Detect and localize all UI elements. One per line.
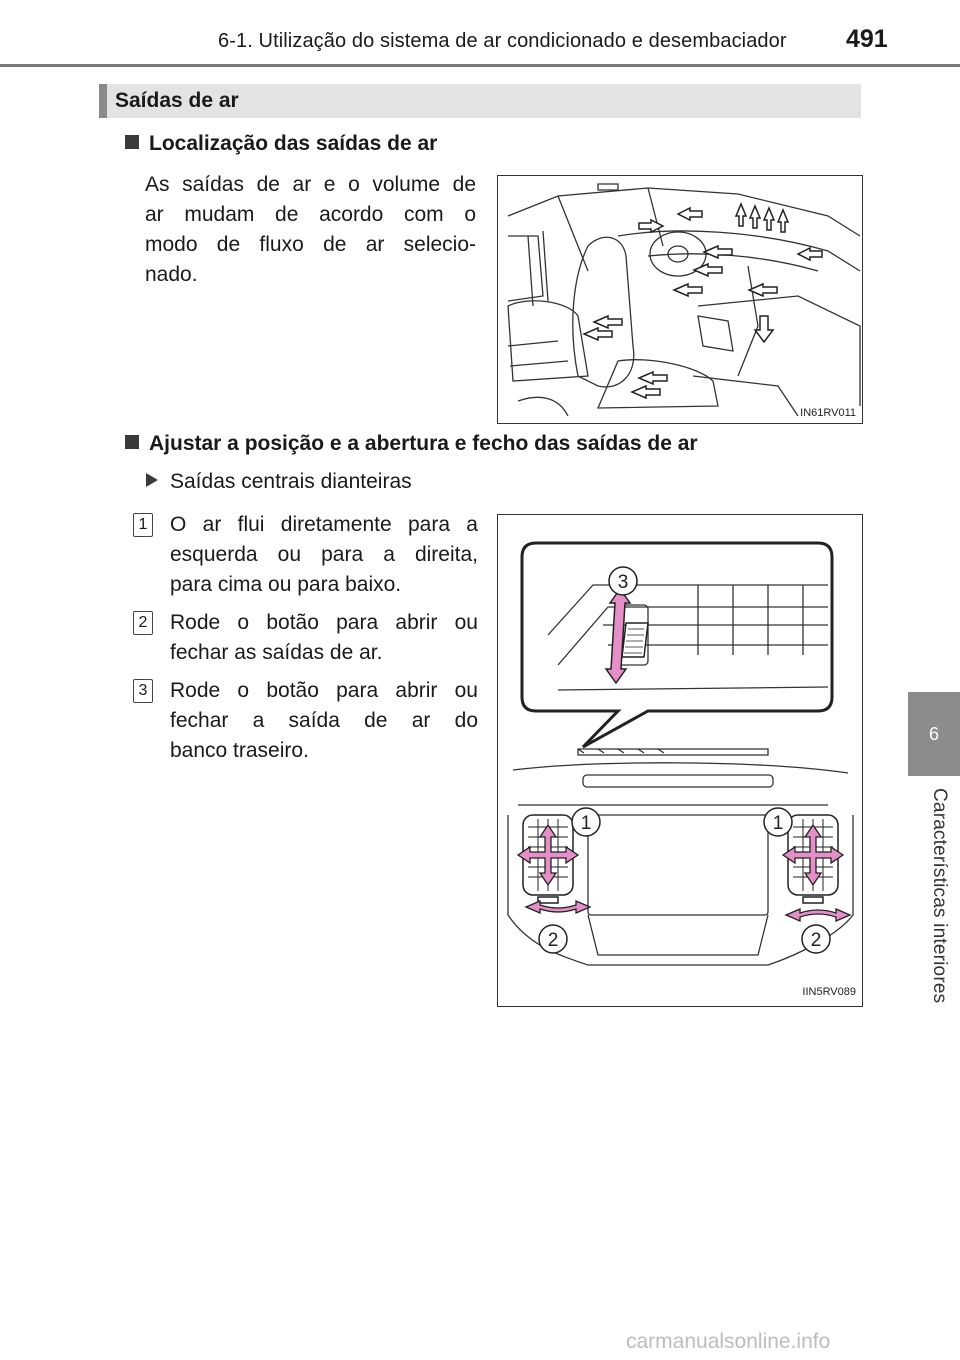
item-line: Rode o botão para abrir ou <box>170 611 478 634</box>
location-line: ar mudam de acordo com o <box>145 203 476 226</box>
chapter-tab <box>908 692 960 776</box>
item-line: O ar flui diretamente para a <box>170 513 478 536</box>
square-bullet-icon <box>125 135 139 149</box>
callout-2-right: 2 <box>810 930 822 951</box>
location-line: modo de fluxo de ar selecio- <box>145 233 476 256</box>
subheading-adjust-text: Ajustar a posição e a abertura e fecho das saídas de ar <box>149 432 698 455</box>
item-line: fechar a saída de ar do <box>170 709 478 732</box>
section-title-bar <box>99 84 861 118</box>
section-accent <box>99 84 107 118</box>
running-header: 6-1. Utilização do sistema de ar condicionado e desembaciador <box>218 30 787 52</box>
item-1-text <box>170 510 478 600</box>
subheading-adjust <box>125 432 698 456</box>
item-line: fechar as saídas de ar. <box>170 641 383 664</box>
figure-center-vents <box>497 514 863 1007</box>
page-number: 491 <box>846 25 888 53</box>
item-line: Rode o botão para abrir ou <box>170 679 478 702</box>
square-bullet-icon <box>125 435 139 449</box>
center-vents-illustration <box>498 515 862 1006</box>
bullet-front-center-vents <box>146 470 412 494</box>
callout-2-left: 2 <box>547 930 559 951</box>
callout-1-right: 1 <box>772 813 784 834</box>
item-line: esquerda ou para a direita, <box>170 543 478 566</box>
triangle-bullet-icon <box>146 473 158 487</box>
item-2-text <box>170 608 478 668</box>
item-line: banco traseiro. <box>170 739 309 762</box>
callout-1-left: 1 <box>580 813 592 834</box>
bullet-text: Saídas centrais dianteiras <box>170 470 412 493</box>
subheading-location <box>125 132 437 156</box>
item-line: para cima ou para baixo. <box>170 573 402 596</box>
figure-code: IN61RV011 <box>800 407 856 419</box>
chapter-label: Características interiores <box>929 788 950 1004</box>
location-line: As saídas de ar e o volume de <box>145 173 476 196</box>
chapter-number: 6 <box>928 724 939 744</box>
car-interior-illustration <box>498 176 862 423</box>
figure-vent-locations <box>497 175 863 424</box>
callout-3: 3 <box>617 572 629 593</box>
item-3-text <box>170 676 478 766</box>
section-title: Saídas de ar <box>115 89 239 112</box>
item-number-2: 2 <box>133 611 153 635</box>
item-number-1: 1 <box>133 513 153 537</box>
header-rule <box>0 64 960 67</box>
subheading-location-text: Localização das saídas de ar <box>149 132 438 155</box>
location-line: nado. <box>145 263 198 286</box>
item-number-3: 3 <box>133 679 153 703</box>
figure-code: IIN5RV089 <box>802 986 856 998</box>
watermark: carmanualsonline.info <box>626 1330 831 1353</box>
location-paragraph <box>145 170 476 290</box>
